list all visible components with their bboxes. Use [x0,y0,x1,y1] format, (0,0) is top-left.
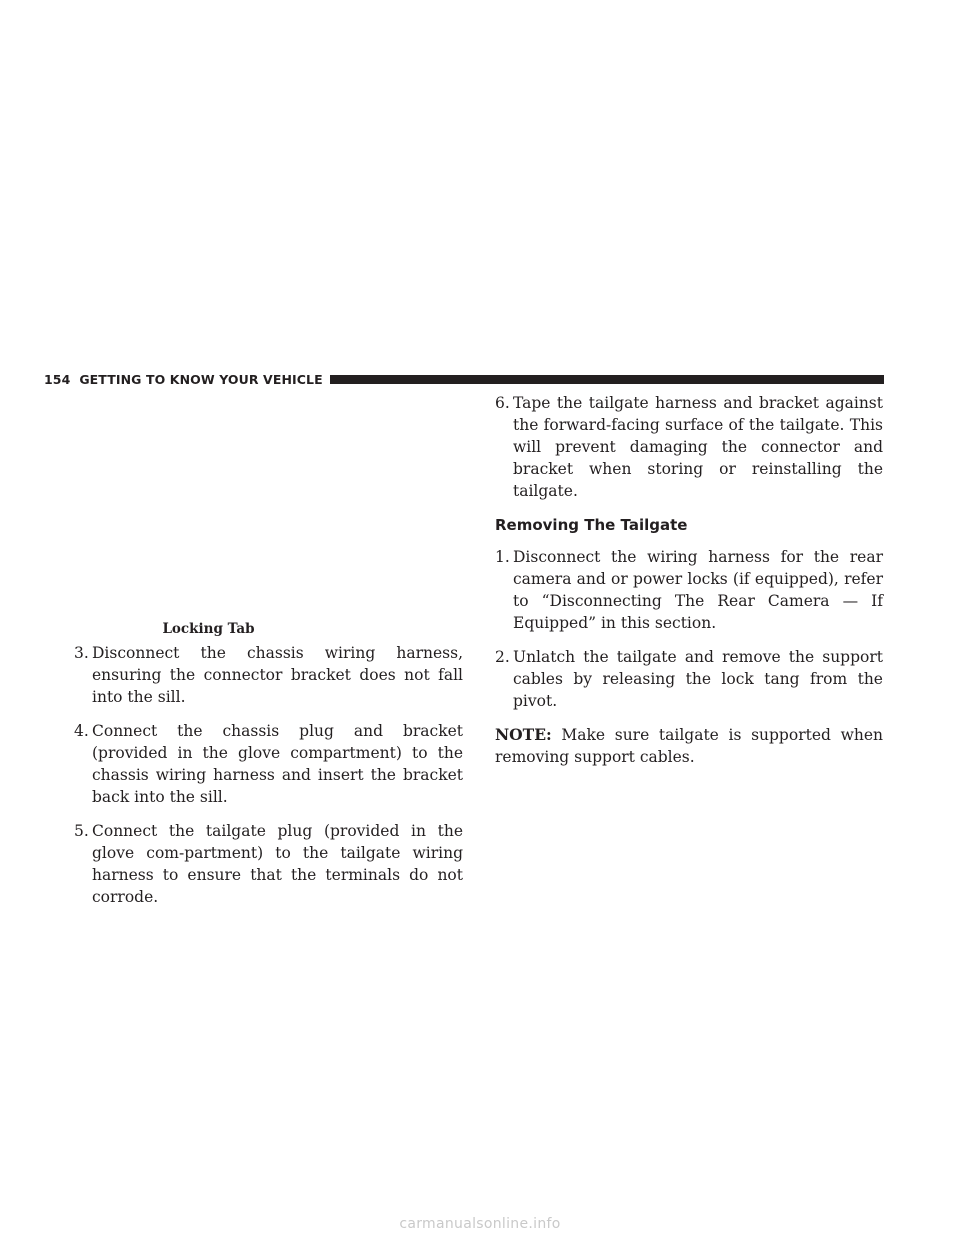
step-3 [74,642,463,708]
step-number: 4. [74,722,89,740]
step-text: Disconnect the chassis wiring harness, ensuring the connector bracket does not fall into the sill. [92,644,463,706]
page-header [44,370,884,388]
step-number: 3. [74,644,89,662]
step-text: Unlatch the tailgate and remove the support cables by releasing the lock tang from the pivot. [513,648,883,710]
step-5 [74,820,463,908]
section-heading: Removing The Tailgate [495,516,688,534]
figure-caption-text: Locking Tab [162,621,255,637]
left-column [74,642,463,920]
page-header-text [44,372,323,387]
step-6 [495,392,883,502]
watermark: carmanualsonline.info [399,1216,561,1232]
step-text: Connect the tailgate plug (provided in the glove com-partment) to the tailgate wiring harness to ensure that the terminals do not corrode. [92,822,463,906]
header-rule [330,375,884,384]
removing-step-2 [495,646,883,712]
step-number: 6. [495,394,510,412]
step-text: Tape the tailgate harness and bracket against the forward-facing surface of the tailgate. This will prevent damaging the connector and bracket when storing or reinstalling the tailgate. [513,394,883,500]
figure-caption [74,621,463,637]
right-column [495,392,883,768]
note-text: Make sure tailgate is supported when removing support cables. [495,726,883,766]
page-number: 154 [44,371,71,387]
section-title: GETTING TO KNOW YOUR VEHICLE [79,371,323,387]
step-number: 5. [74,822,89,840]
step-4 [74,720,463,808]
step-text: Connect the chassis plug and bracket (provided in the glove compartment) to the chassis wiring harness and insert the bracket back into the sill. [92,722,463,806]
step-number: 1. [495,548,510,566]
step-text: Disconnect the wiring harness for the rear camera and or power locks (if equipped), refer to “Disconnecting The Rear Camera — If Equipped” in this section. [513,548,883,632]
note [495,724,883,768]
step-number: 2. [495,648,510,666]
note-label: NOTE: [495,725,552,744]
removing-step-1 [495,546,883,634]
